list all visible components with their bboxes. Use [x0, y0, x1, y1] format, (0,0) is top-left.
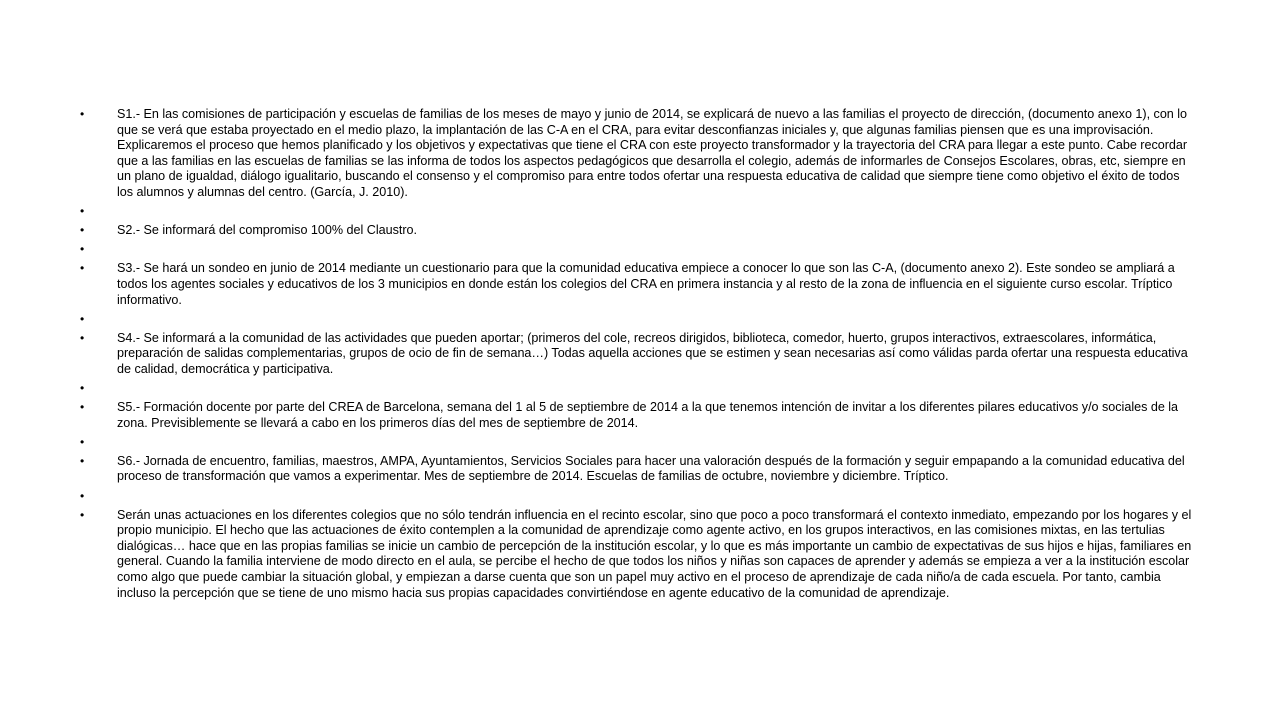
bullet-dot-icon: •	[80, 507, 85, 522]
empty-bullet-item	[80, 312, 1192, 328]
bullet-dot-icon: •	[80, 261, 85, 276]
bullet-dot-icon: •	[80, 311, 85, 326]
bullet-dot-icon: •	[80, 434, 85, 449]
bullet-dot-icon: •	[80, 400, 85, 415]
bullet-item-s5	[80, 400, 1192, 431]
paragraph-s1: S1.- En las comisiones de participación y escuelas de familias de los meses de mayo y junio de 2014, se explicará de nuevo a las familias el proyecto de dirección, (documento anexo 1), con lo que se verá que estaba proyectado en el medio plazo, la implantación de las C-A en el CRA, para evitar desconfianzas iniciales y, que algunas familias piensen que es una improvisación. Explicaremos el proceso que hemos planificado y los objetivos y expectativas que tiene el CRA con este proyecto transformador y la trayectoria del CRA para llegar a este punto. Cabe recordar que a las familias en las escuelas de familias se las informa de todos los aspectos pedagógicos que desarrolla el colegio, además de informarles de Consejos Escolares, obras, etc, siempre en un plano de igualdad, diálogo igualitario, buscando el consenso y el compromiso para entre todos ofertar una respuesta educativa de calidad que siempre tiene como objetivo el éxito de todos los alumnos y alumnas del centro. (García, J. 2010).	[117, 107, 1188, 199]
bullet-dot-icon: •	[80, 223, 85, 238]
bullet-dot-icon: •	[80, 107, 85, 121]
bullet-dot-icon: •	[80, 242, 85, 257]
slide-content	[80, 107, 1192, 601]
bullet-item-s6	[80, 454, 1192, 485]
paragraph-conclusion: Serán unas actuaciones en los diferentes colegios que no sólo tendrán influencia en el recinto escolar, sino que poco a poco transformará el contexto inmediato, empezando por los hogares y el propio municipio. El hecho que las actuaciones de éxito contemplen a la comunidad de aprendizaje como agente activo, en los grupos interactivos, en las comisiones mixtas, en las tertulias dialógicas… hace que en las propias familias se inicie un cambio de percepción de la institución escolar, y lo que es más importante un cambio de expectativas de sus hijos e hijas, familiares en general. Cuando la familia interviene de modo directo en el aula, se percibe el hecho de que todos los niños y niñas son capaces de aprender y además se empieza a ver a la institución escolar como algo que puede cambiar la situación global, y empiezan a darse cuenta que son un papel muy activo en el proceso de aprendizaje de cada niño/a de cada escuela. Por tanto, cambia incluso la percepción que se tiene de uno mismo hacia sus propias capacidades convirtiéndose en agente educativo de la comunidad de aprendizaje.	[117, 507, 1192, 600]
bullet-item-s2	[80, 223, 1192, 239]
bullet-list	[80, 107, 1192, 601]
paragraph-s5: S5.- Formación docente por parte del CREA de Barcelona, semana del 1 al 5 de septiembre de 2014 a la que tenemos intención de invitar a los diferentes pilares educativos y/o sociales de la zona. Previsiblemente se llevará a cabo en los primeros días del mes de septiembre de 2014.	[117, 400, 1179, 430]
empty-bullet-item	[80, 242, 1192, 258]
bullet-dot-icon: •	[80, 488, 85, 503]
bullet-item-s1	[80, 107, 1192, 201]
empty-bullet-item	[80, 381, 1192, 397]
bullet-item-s3	[80, 261, 1192, 308]
bullet-dot-icon: •	[80, 204, 85, 219]
paragraph-s2: S2.- Se informará del compromiso 100% del Claustro.	[117, 223, 417, 238]
bullet-dot-icon: •	[80, 381, 85, 395]
paragraph-s6: S6.- Jornada de encuentro, familias, maestros, AMPA, Ayuntamientos, Servicios Sociales para hacer una valoración después de la formación y seguir empapando a la comunidad educativa del proceso de transformación que vamos a experimentar. Mes de septiembre de 2014. Escuelas de familias de octubre, noviembre y diciembre. Tríptico.	[117, 453, 1185, 484]
paragraph-s4: S4.- Se informará a la comunidad de las actividades que pueden aportar; (primeros del cole, recreos dirigidos, biblioteca, comedor, huerto, grupos interactivos, extraescolares, informática, preparación de salidas complementarias, grupos de ocio de fin de semana…) Todas aquella acciones que se estimen y sean necesarias así como válidas parda ofertar una respuesta educativa de calidad, democrática y participativa.	[117, 330, 1188, 376]
bullet-dot-icon: •	[80, 453, 85, 468]
bullet-dot-icon: •	[80, 330, 85, 345]
paragraph-s3: S3.- Se hará un sondeo en junio de 2014 mediante un cuestionario para que la comunidad educativa empiece a conocer lo que son las C-A, (documento anexo 2). Este sondeo se ampliará a todos los agentes sociales y educativos de los 3 municipios en donde están los colegios del CRA en primera instancia y al resto de la zona de influencia en el siguiente curso escolar. Tríptico informativo.	[117, 261, 1175, 307]
empty-bullet-item	[80, 489, 1192, 505]
bullet-item-conclusion	[80, 508, 1192, 602]
empty-bullet-item	[80, 204, 1192, 220]
bullet-item-s4	[80, 331, 1192, 378]
empty-bullet-item	[80, 435, 1192, 451]
